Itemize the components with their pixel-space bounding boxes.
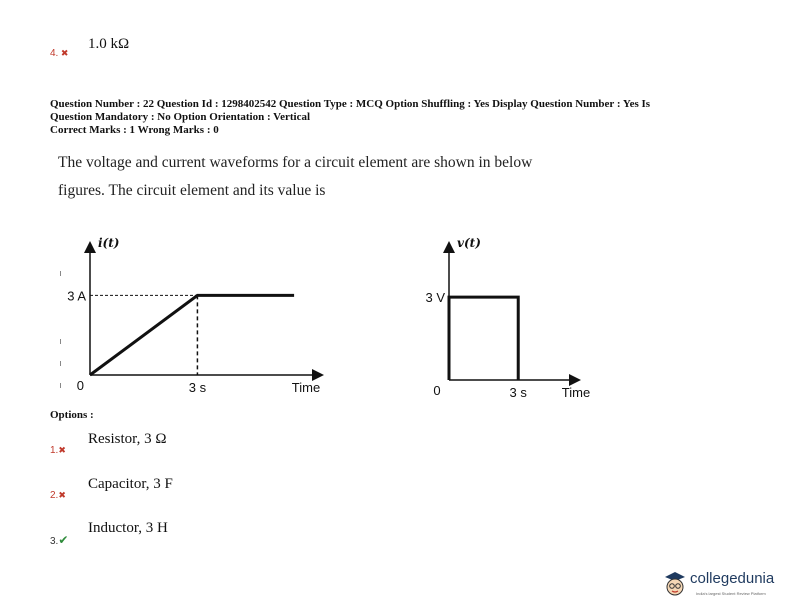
- question-meta: [50, 98, 770, 137]
- x-tick-label-origin: 0: [76, 378, 84, 393]
- option-2-text[interactable]: Capacitor, 3 F: [88, 476, 173, 492]
- edge-dot: [60, 383, 61, 388]
- question-text: [58, 149, 758, 205]
- edge-dot: [60, 339, 61, 344]
- meta-line-2: Question Mandatory : No Option Orientation : Vertical: [50, 111, 311, 123]
- y-tick-label: 3 A: [67, 288, 86, 304]
- y-axis-title: i(t): [98, 236, 120, 250]
- y-tick-label: 3 V: [425, 290, 445, 306]
- edge-dot: [60, 271, 61, 276]
- option-3-text[interactable]: Inductor, 3 H: [88, 520, 168, 536]
- option-3-number[interactable]: 3.✔: [50, 533, 69, 547]
- graduate-mascot-icon: [662, 569, 688, 599]
- wrong-mark-icon: ✖: [58, 48, 69, 58]
- x-tick-label-origin: 0: [433, 383, 441, 398]
- waveform-line: [90, 295, 294, 375]
- waveform-charts: [0, 225, 792, 410]
- logo-name: collegedunia: [690, 570, 775, 587]
- voltage-waveform-chart: [425, 236, 590, 400]
- question-line-2: figures. The circuit element and its value is: [58, 182, 326, 199]
- wrong-mark-icon: ✖: [58, 445, 66, 455]
- y-axis-title: v(t): [457, 236, 481, 250]
- meta-line-1: Question Number : 22 Question Id : 1298402542 Question Type : MCQ Option Shuffling : Yes Display Question Number : Yes Is: [50, 98, 651, 110]
- check-mark-icon: ✔: [58, 533, 69, 547]
- waveform-line: [449, 297, 518, 380]
- question-line-1: The voltage and current waveforms for a circuit element are shown in below: [58, 154, 533, 171]
- option-1-text[interactable]: Resistor, 3 Ω: [88, 431, 167, 447]
- wrong-mark-icon: ✖: [58, 490, 66, 500]
- edge-dot: [60, 361, 61, 366]
- options-label: Options :: [50, 409, 94, 421]
- meta-line-3: Correct Marks : 1 Wrong Marks : 0: [50, 124, 219, 136]
- collegedunia-logo: [662, 567, 786, 603]
- option-1-number[interactable]: 1.✖: [50, 445, 66, 456]
- logo-tagline: India's largest Student Review Platform: [696, 591, 766, 596]
- x-axis-title: Time: [291, 380, 321, 395]
- option-2-number[interactable]: 2.✖: [50, 490, 66, 501]
- prev-option-number: 4. ✖: [50, 48, 69, 59]
- x-axis-title: Time: [561, 385, 591, 400]
- x-tick-label: 3 s: [188, 380, 207, 395]
- x-tick-label: 3 s: [509, 385, 527, 400]
- current-waveform-chart: [67, 236, 320, 395]
- prev-option-text: 1.0 kΩ: [88, 36, 130, 52]
